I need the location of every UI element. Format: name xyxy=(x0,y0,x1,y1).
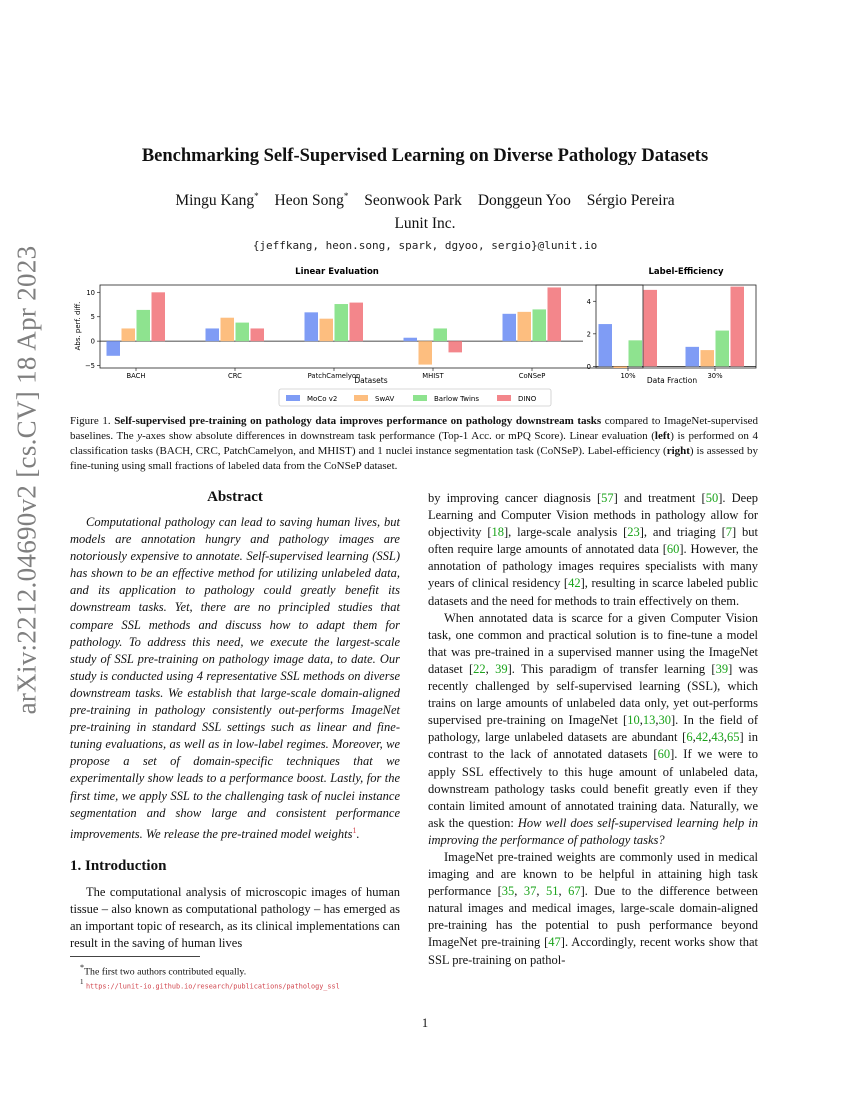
section-heading-introduction: 1. Introduction xyxy=(70,858,167,874)
bar-dino xyxy=(251,328,265,341)
linear-evaluation-chart xyxy=(74,267,643,385)
footnote-link[interactable]: https://lunit-io.github.io/research/publications/pathology_ssl xyxy=(85,982,340,991)
bar-swav xyxy=(122,328,136,341)
footnote-rule xyxy=(70,956,200,957)
y-tick-label: 0 xyxy=(90,337,95,346)
citation[interactable]: 67 xyxy=(568,884,581,899)
y-tick-label: 2 xyxy=(586,330,591,339)
bar-dino xyxy=(731,287,745,367)
citation[interactable]: 35 xyxy=(501,884,515,899)
citation[interactable]: 60 xyxy=(657,747,671,762)
y-axis-label: Abs. perf. diff. xyxy=(74,301,82,351)
x-tick-label: 10% xyxy=(620,372,636,380)
x-tick-label: BACH xyxy=(126,372,146,380)
citation[interactable]: 42 xyxy=(695,730,709,745)
x-tick-label: MHIST xyxy=(422,372,444,380)
citation[interactable]: 18 xyxy=(491,525,504,540)
intro-paragraph: by improving cancer diagnosis [57] and treatment [50]. Deep Learning and Computer Vision methods in pathology allow for objectivity [18], large-scale analysis [23], and triaging [7] but often require large amounts of annotated data [60]. However, the annotation of pathology images requires specialists with many years of clinical residency [42], resulting in scarce labeled public datasets and the need for methods to train effectively on them. xyxy=(428,491,759,608)
figure-caption: Figure 1. Self-supervised pre-training on pathology data improves performance on pathology downstream tasks compared to ImageNet-supervised baselines. The y-axes show absolute differences in downstream task performance (Top-1 Acc. or mPQ Score). Linear evaluation (left) is performed on 4 classification tasks (BACH, CRC, PatchCamelyon, and MHIST) and 1 nuclei instance segmentation task (CoNSeP). Label-efficiency (right) is assessed by fine-tuning using small fractions of labeled data from the CoNSeP dataset. xyxy=(70,415,758,472)
citation[interactable]: 37 xyxy=(523,884,537,899)
citation[interactable]: 65 xyxy=(726,730,740,745)
y-tick-label: 0 xyxy=(586,362,591,371)
bar-moco-v2 xyxy=(686,347,700,367)
research-question: How well does self-supervised learning help in improving the performance of pathology tasks? xyxy=(428,815,758,847)
x-tick-label: CRC xyxy=(228,372,242,380)
author: Heon Song* xyxy=(274,190,349,209)
bar-barlow-twins xyxy=(533,309,547,341)
author: Donggeun Yoo xyxy=(477,192,571,209)
chart-title: Label-Efficiency xyxy=(648,267,724,277)
citation[interactable]: 42 xyxy=(568,576,581,591)
bar-dino xyxy=(548,287,562,341)
y-tick-label: −5 xyxy=(84,362,95,371)
legend-swatch-moco-v2 xyxy=(286,395,300,401)
citation[interactable]: 10 xyxy=(627,713,640,728)
bar-swav xyxy=(221,318,235,341)
abstract-heading: Abstract xyxy=(207,489,263,505)
citation[interactable]: 6 xyxy=(686,730,693,745)
bar-swav xyxy=(518,312,532,341)
bar-swav xyxy=(320,319,334,341)
citation[interactable]: 57 xyxy=(601,491,614,505)
chart-legend xyxy=(279,389,551,406)
bar-swav xyxy=(419,341,433,364)
citation[interactable]: 13 xyxy=(642,713,656,728)
legend-swatch-dino xyxy=(497,395,511,401)
legend-label-dino: DINO xyxy=(518,395,537,403)
y-tick-label: 10 xyxy=(86,288,95,297)
plot-frame xyxy=(100,285,643,368)
legend-label-swav: SwAV xyxy=(375,395,395,403)
bar-dino xyxy=(152,292,166,341)
bar-dino xyxy=(449,341,463,352)
citation[interactable]: 51 xyxy=(545,884,559,899)
x-axis-label: Data Fraction xyxy=(646,376,698,385)
x-tick-label: CoNSeP xyxy=(518,372,546,380)
bar-swav xyxy=(614,366,628,368)
y-tick-label: 4 xyxy=(586,297,591,306)
footnote-ref[interactable]: 1 xyxy=(352,825,357,835)
caption-bold: Self-supervised pre-training on pathology data improves performance on pathology downstream tasks xyxy=(114,415,602,427)
bar-barlow-twins xyxy=(236,323,250,342)
citation[interactable]: 39 xyxy=(495,661,508,676)
legend-label-barlow-twins: Barlow Twins xyxy=(434,395,480,403)
author-list xyxy=(0,192,850,210)
footnote-url: $^1$ https://lunit-io.github.io/research/publications/pathology_ssl xyxy=(80,978,340,991)
bar-moco-v2 xyxy=(305,312,319,341)
right-column xyxy=(428,490,758,969)
affiliation: Lunit Inc. xyxy=(394,215,456,232)
bar-barlow-twins xyxy=(716,331,730,367)
citation[interactable]: 47 xyxy=(548,935,561,950)
bar-barlow-twins xyxy=(137,310,151,341)
bar-moco-v2 xyxy=(107,341,121,356)
bar-moco-v2 xyxy=(404,338,418,341)
citation[interactable]: 22 xyxy=(473,661,486,676)
bar-barlow-twins xyxy=(434,328,448,341)
legend-swatch-swav xyxy=(354,395,368,401)
intro-paragraph: The computational analysis of microscopic images of human tissue – also known as computational pathology – has emerged as an important topic of research, as its clinical implementations can result in the saving of human lives xyxy=(70,885,400,951)
intro-paragraph: When annotated data is scarce for a given Computer Vision task, one common and practical solution is to fine-tune a model that was pre-trained in a supervised manner using the ImageNet dataset [22, 39]. This paradigm of transfer learning [39] was recently challenged by self-supervised learning (SSL), which trains on large amounts of unlabeled data only, yet out-performs supervised pre-training on ImageNet [10,13,30]. In the field of pathology, large unlabeled datasets are abundant [6,42,43,65] in contrast to the lack of annotated datasets [60]. If we were to apply SSL effectively to this huge amount of unlabeled data, downstream pathology tasks could benefit greatly even if they contain limited amount of annotated training data. Naturally, we ask the question: How well does self-supervised learning help in improving the performance of pathology tasks? xyxy=(428,610,759,847)
citation[interactable]: 60 xyxy=(666,542,680,557)
citation[interactable]: 23 xyxy=(627,525,640,540)
x-tick-label: PatchCamelyon xyxy=(307,372,361,380)
arxiv-stamp xyxy=(7,245,47,715)
bar-swav xyxy=(701,350,715,366)
author: Seonwook Park xyxy=(364,192,462,209)
bar-dino xyxy=(644,290,658,366)
author: Mingu Kang* xyxy=(175,190,259,209)
abstract-text: Computational pathology can lead to saving human lives, but models are annotation hungry and pathology images are notoriously expensive to annotate. Self-supervised learning (SSL) has shown to be an effective method for utilizing unlabeled data, and its application to pathology could greatly benefit its downstream tasks. Yet, there are no principled studies that compare SSL methods and discuss how to adapt them for pathology. To address this need, we execute the largest-scale study of SSL pre-training on pathology image data, to date. Our study is conducted using 4 representative SSL methods on diverse downstream tasks. We establish that large-scale domain-aligned pre-training in pathology consistently out-performs ImageNet pre-training in standard SSL settings such as linear and fine-tuning evaluations, as well as in low-label regimes. Moreover, we propose a set of domain-specific techniques that we experimentally show leads to a performance boost. Lastly, for the first time, we apply SSL to the challenging task of nuclei instance segmentation and show large and consistent performance improvements. We release the pre-trained model weights$^1$. xyxy=(70,515,400,841)
legend-label-moco-v2: MoCo v2 xyxy=(307,395,338,403)
x-tick-label: 30% xyxy=(707,372,723,380)
x-axis-label: Datasets xyxy=(354,376,388,385)
page-number: 1 xyxy=(421,1016,429,1030)
figure-1-charts xyxy=(60,262,760,408)
caption-label: Figure 1. xyxy=(70,415,111,427)
arxiv-stamp-text: arXiv:2212.04690v2 [cs.CV] 18 Apr 2023 xyxy=(11,245,42,715)
author-emails: {jeffkang, heon.song, spark, dgyoo, sergio}@lunit.io xyxy=(252,239,598,252)
bar-barlow-twins xyxy=(335,304,349,341)
label-efficiency-chart xyxy=(587,267,756,385)
chart-title: Linear Evaluation xyxy=(295,267,379,277)
author: Sérgio Pereira xyxy=(586,192,675,209)
legend-swatch-barlow-twins xyxy=(413,395,427,401)
y-tick-label: 5 xyxy=(90,313,95,322)
citation[interactable]: 39 xyxy=(715,661,729,676)
bar-dino xyxy=(350,303,364,342)
citation[interactable]: 30 xyxy=(658,713,671,728)
citation[interactable]: 7 xyxy=(725,525,732,540)
intro-paragraph: ImageNet pre-trained weights are commonly used in medical imaging and are known to be helpful in attaining high task performance [35, 37, 51, 67]. Due to the difference between natural images and medical images, large-scale domain-aligned pre-training has the potential to push performance beyond ImageNet pre-training [47]. Accordingly, recent works show that SSL pre-training on pathol- xyxy=(428,849,759,967)
bar-moco-v2 xyxy=(206,328,220,341)
bar-moco-v2 xyxy=(503,314,517,341)
paper-title: Benchmarking Self-Supervised Learning on Diverse Pathology Datasets xyxy=(141,146,709,166)
bar-barlow-twins xyxy=(629,340,643,366)
bar-moco-v2 xyxy=(599,324,613,366)
footnote-equal-contribution: *The first two authors contributed equally. xyxy=(80,963,247,978)
citation[interactable]: 43 xyxy=(711,730,724,745)
citation[interactable]: 50 xyxy=(705,491,719,505)
